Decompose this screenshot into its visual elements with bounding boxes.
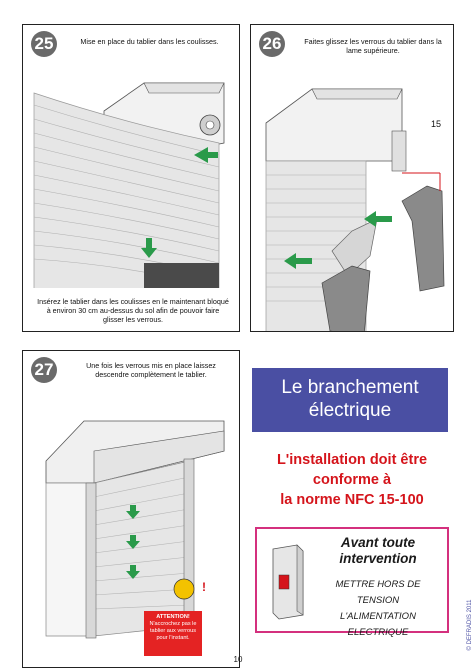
norm-line1: L'installation doit être bbox=[276, 452, 428, 468]
page-number: 10 bbox=[233, 655, 243, 664]
copyright-vertical bbox=[464, 600, 474, 660]
copyright-brand: © DEFRADIS bbox=[467, 614, 473, 651]
section-title-box bbox=[252, 368, 448, 432]
section-title-line1: Le branchement bbox=[281, 377, 419, 398]
step-25-illustration bbox=[24, 63, 239, 288]
step-27-number: 27 bbox=[31, 357, 57, 383]
step-25-panel bbox=[22, 24, 240, 332]
warning-head-line1: Avant toute bbox=[340, 535, 416, 550]
warning-body-line3: L'ALIMENTATION ELECTRIQUE bbox=[340, 611, 416, 638]
copyright-year: 2011 bbox=[467, 599, 473, 613]
warning-body-line2: TENSION bbox=[356, 595, 400, 606]
attention-title: ATTENTION! bbox=[156, 614, 190, 620]
step-26-number: 26 bbox=[259, 31, 285, 57]
step-26-caption-top: Faites glissez les verrous du tablier dans la lame supérieure. bbox=[304, 37, 442, 55]
warning-head-line2: intervention bbox=[339, 551, 417, 566]
attention-text: N'accrochez pas le tablier aux verrous pour l'instant. bbox=[149, 621, 197, 641]
step-27-caption-top: Une fois les verrous mis en place laissez descendre complètement le tablier. bbox=[86, 361, 216, 379]
step-25-number: 25 bbox=[31, 31, 57, 57]
step-25-caption-top: Mise en place du tablier dans les coulisses. bbox=[80, 37, 219, 46]
attention-box bbox=[144, 611, 202, 656]
warning-heading bbox=[313, 535, 443, 567]
norm-line3: la norme NFC 15-100 bbox=[280, 492, 424, 508]
norm-line2: conforme à bbox=[312, 472, 392, 488]
step-25-caption-bottom: Insérez le tablier dans les coulisses en le maintenant bloqué à environ 30 cm au-dessus du sol afin de pouvoir faire glisser les verrous. bbox=[37, 297, 229, 324]
warning-body-line1: METTRE HORS DE bbox=[335, 579, 421, 590]
step-27-panel bbox=[22, 350, 240, 668]
warning-body bbox=[313, 577, 443, 641]
warning-box bbox=[255, 527, 449, 638]
step-27-illustration bbox=[24, 391, 239, 661]
step-26-panel bbox=[250, 24, 454, 332]
electrical-panel-icon bbox=[267, 541, 309, 621]
step-26-illustration bbox=[252, 61, 454, 331]
svg-text:!: ! bbox=[202, 580, 206, 594]
section-title-line2: électrique bbox=[308, 400, 392, 421]
norm-statement bbox=[252, 450, 452, 510]
step-26-callout: 15 bbox=[430, 119, 441, 129]
